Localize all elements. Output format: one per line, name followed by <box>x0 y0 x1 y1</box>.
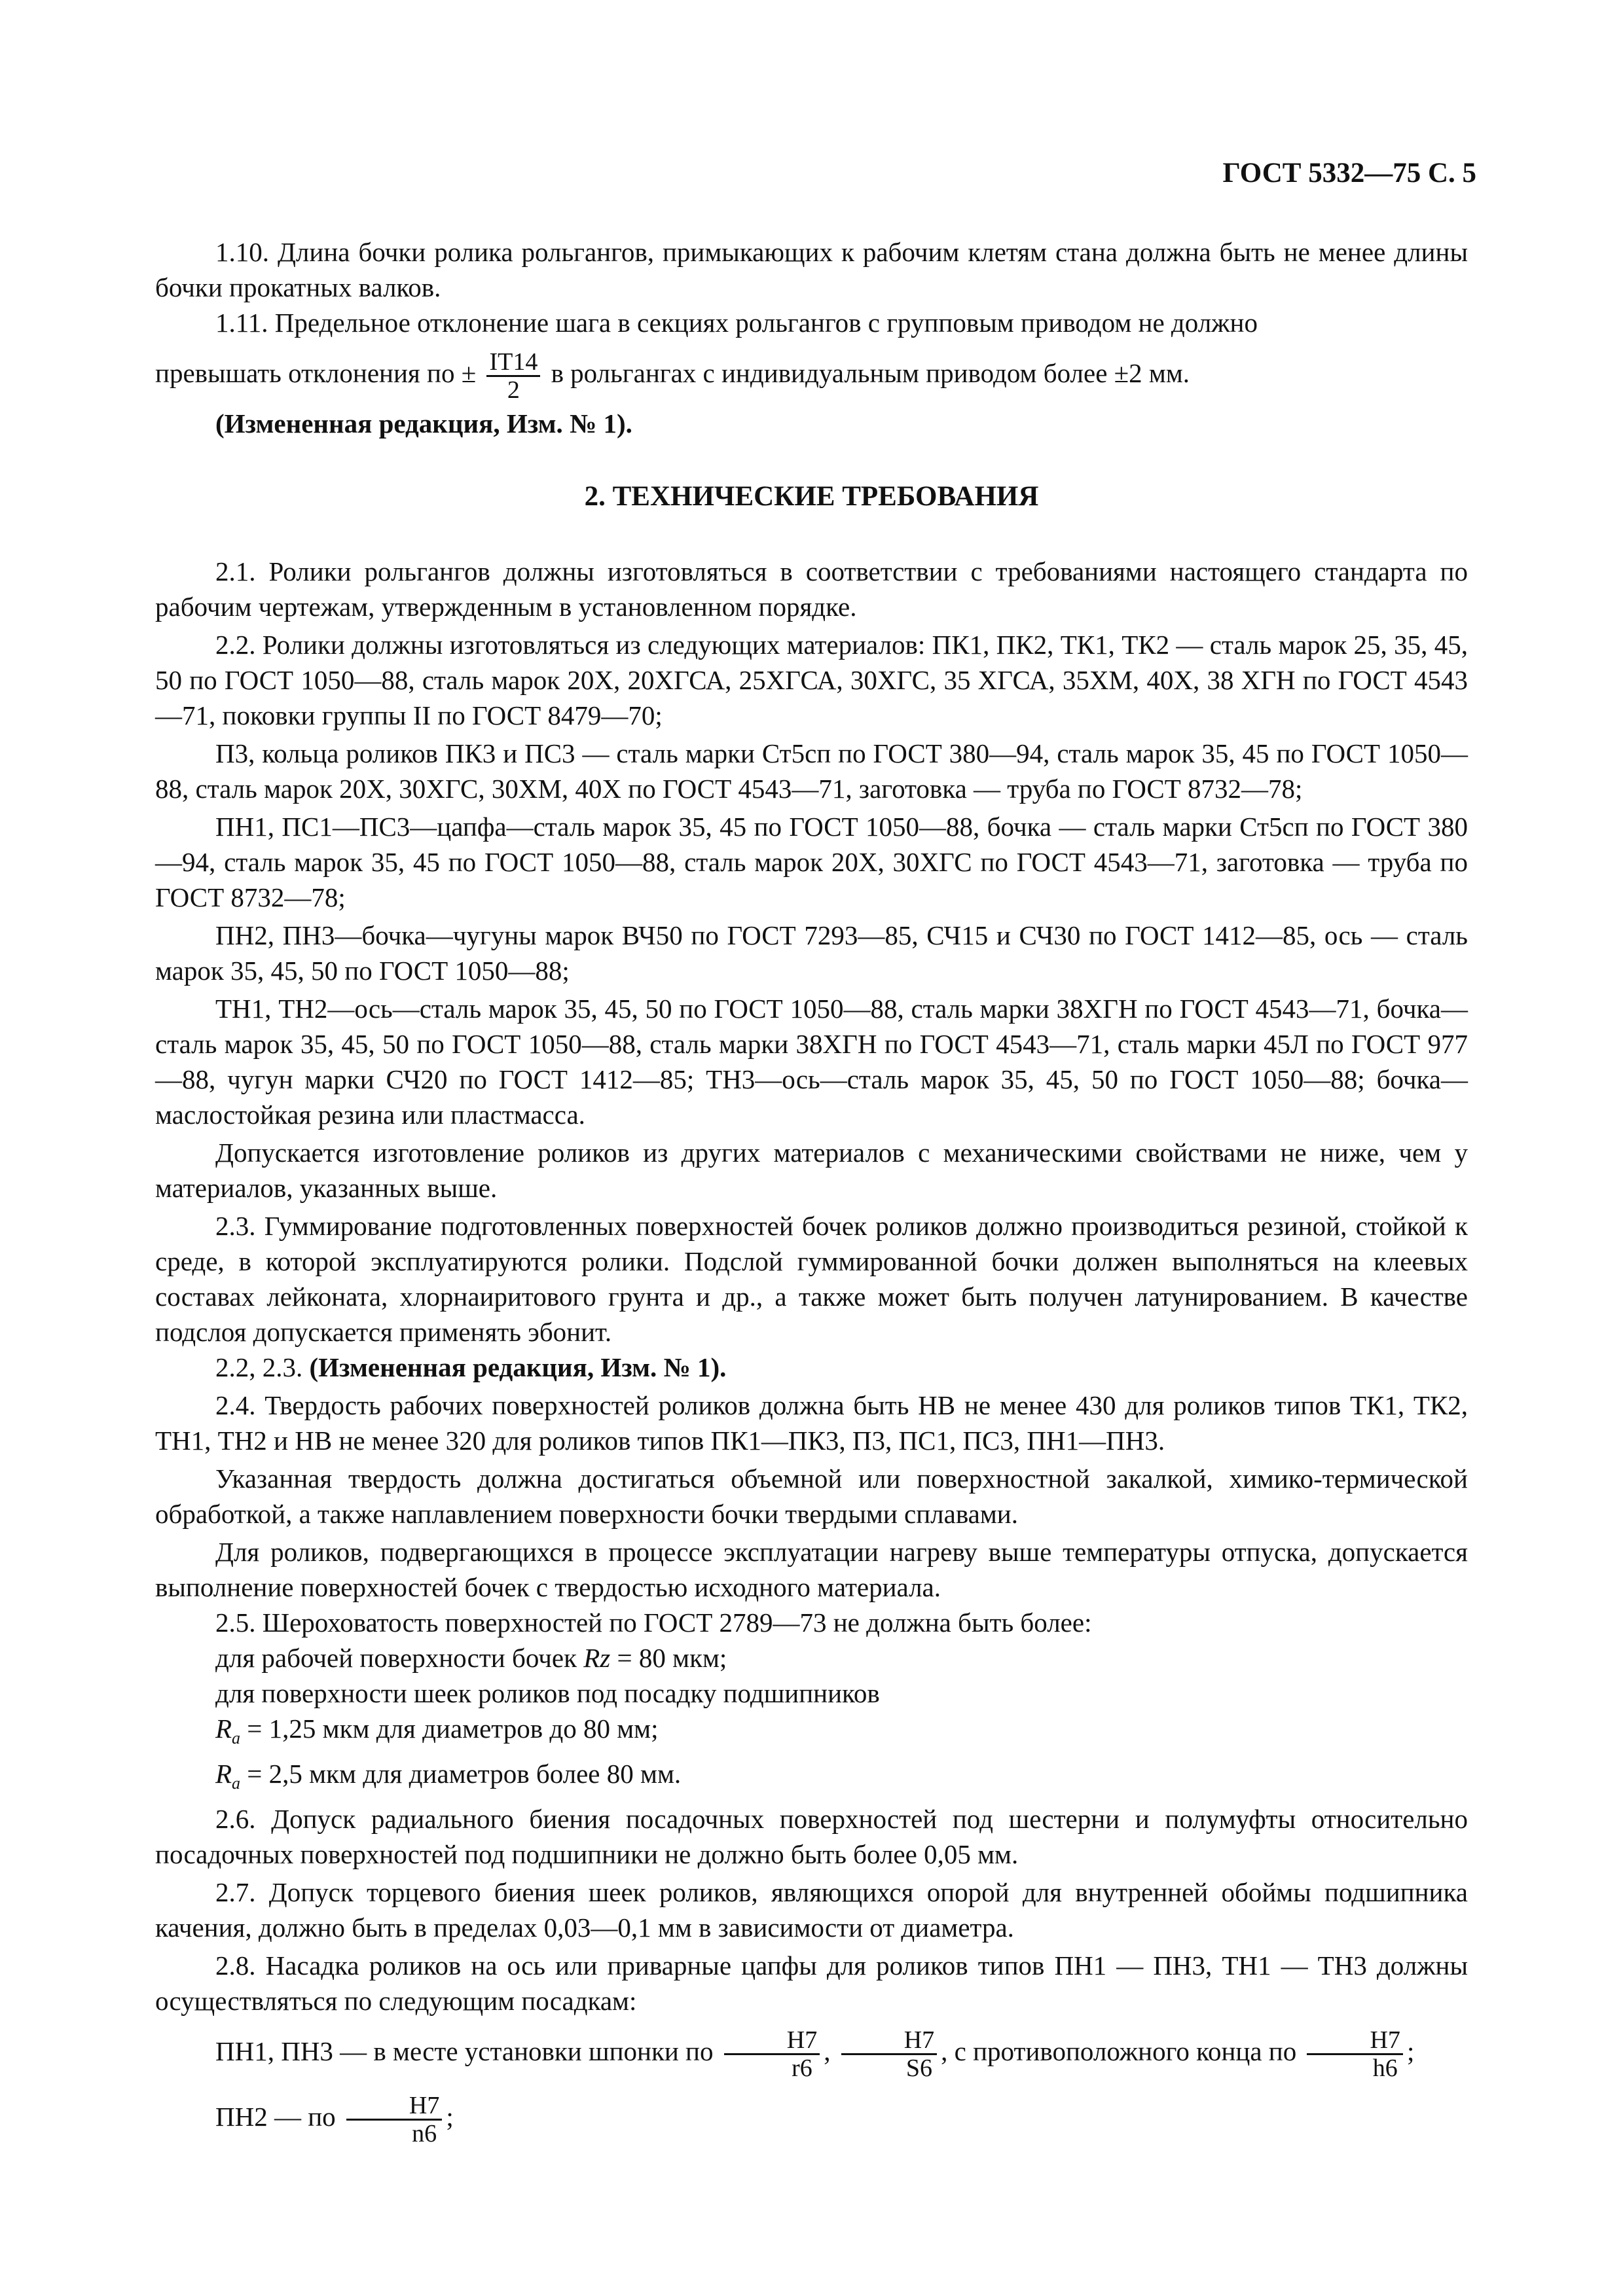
paragraph-2-2-p3: П3, кольца роликов ПК3 и ПС3 — сталь марки Ст5сп по ГОСТ 380—94, сталь марок 35, 45 по ГОСТ 1050—88, сталь марок 20Х, 30ХГС, 30ХМ, 40Х по ГОСТ 4543—71, заготовка — труба по ГОСТ 8732—78; <box>155 738 1468 804</box>
revision-note-2 <box>155 1350 1468 1385</box>
paragraph-2-2: 2.2. Ролики должны изготовляться из следующих материалов: ПК1, ПК2, ТК1, ТК2 — сталь марок 25, 35, 45, 50 по ГОСТ 1050—88, сталь марок 20Х, 20ХГСА, 25ХГСА, 30ХГС, 35 ХГСА, 35ХМ, 40Х, 38 ХГН по ГОСТ 4543—71, поковки группы II по ГОСТ 8479—70; <box>155 630 1468 730</box>
text-run: ПН1, ПН3 — в месте установки шпонки по <box>215 2036 714 2067</box>
text-run: в рольгангах с индивидуальным приводом более ±2 мм. <box>551 358 1190 388</box>
fraction-denominator: r6 <box>792 2054 812 2083</box>
document-body <box>155 234 1468 2149</box>
page-header: ГОСТ 5332—75 С. 5 <box>1222 158 1476 188</box>
paragraph-2-5: 2.5. Шероховатость поверхностей по ГОСТ 2789—73 не должна быть более: <box>215 1607 1092 1638</box>
text-run: ; <box>1406 2036 1415 2067</box>
paragraph-2-2-tn1: ТН1, ТН2—ось—сталь марок 35, 45, 50 по ГОСТ 1050—88, сталь марки 38ХГН по ГОСТ 4543—71, бочка—сталь марок 35, 45, 50 по ГОСТ 1050—88, сталь марки 38ХГН по ГОСТ 4543—71, сталь марки 45Л по ГОСТ 977—88, чугун марки СЧ20 по ГОСТ 1412—85; ТН3—ось—сталь марок 35, 45, 50 по ГОСТ 1050—88; бочка—маслостойкая резина или пластмасса. <box>155 994 1468 1130</box>
fraction-denominator: h6 <box>1372 2054 1398 2083</box>
fraction-numerator: IT14 <box>486 349 540 377</box>
paragraph-2-4-heating: Для роликов, подвергающихся в процессе эксплуатации нагреву выше температуры отпуска, допускается выполнение поверхностей бочек с твердостью исходного материала. <box>155 1537 1468 1602</box>
text-run: = 1,25 мкм для диаметров до 80 мм; <box>247 1713 659 1744</box>
paragraph-2-5-ra1 <box>155 1711 1468 1756</box>
paragraph-2-1: 2.1. Ролики рольгангов должны изготовляться в соответствии с требованиями настоящего стандарта по рабочим чертежам, утвержденным в установленном порядке. <box>155 556 1468 622</box>
fraction-h7-n6 <box>346 2092 442 2147</box>
variable-r: R <box>215 1759 232 1789</box>
text-run: = 80 мкм; <box>617 1643 727 1673</box>
text-run: = 2,5 мкм для диаметров более 80 мм. <box>247 1759 682 1789</box>
variable-subscript: a <box>232 1729 241 1748</box>
paragraph-1-11: 1.11. Предельное отклонение шага в секциях рольгангов с групповым приводом не должно <box>215 308 1258 338</box>
paragraph-2-4: 2.4. Твердость рабочих поверхностей роликов должна быть НВ не менее 430 для роликов типов ТК1, ТК2, ТН1, ТН2 и НВ не менее 320 для роликов типов ПК1—ПК3, П3, ПС1, ПС3, ПН1—ПН3. <box>155 1390 1468 1456</box>
paragraph-2-2-other: Допускается изготовление роликов из других материалов с механическими свойствами не ниже, чем у материалов, указанных выше. <box>155 1138 1468 1203</box>
fraction-numerator: H7 <box>841 2027 937 2055</box>
fraction-denominator: S6 <box>905 2054 933 2083</box>
section-title: 2. ТЕХНИЧЕСКИЕ ТРЕБОВАНИЯ <box>584 481 1039 512</box>
fraction-it14 <box>486 349 540 403</box>
text-run: для рабочей поверхности бочек <box>215 1643 577 1673</box>
paragraph-2-5-rz <box>155 1640 1468 1676</box>
paragraph-1-10: 1.10. Длина бочки ролика рольгангов, примыкающих к рабочим клетям стана должна быть не менее длины бочки прокатных валков. <box>155 237 1468 302</box>
revision-note-bold: (Измененная редакция, Изм. № 1). <box>215 408 632 439</box>
fraction-numerator: H7 <box>346 2092 442 2121</box>
revision-note-bold: (Измененная редакция, Изм. № 1). <box>309 1352 727 1382</box>
fraction-h7-r6 <box>724 2027 820 2081</box>
variable-r: R <box>215 1713 232 1744</box>
fraction-denominator: n6 <box>412 2120 437 2148</box>
fraction-h7-h6 <box>1307 2027 1402 2081</box>
paragraph-2-4-hardening: Указанная твердость должна достигаться объемной или поверхностной закалкой, химико-термической обработкой, а также наплавлением поверхности бочки твердыми сплавами. <box>155 1463 1468 1529</box>
paragraph-2-2-pn1: ПН1, ПС1—ПС3—цапфа—сталь марок 35, 45 по ГОСТ 1050—88, бочка — сталь марки Ст5сп по ГОСТ 380—94, сталь марок 35, 45 по ГОСТ 1050—88, сталь марок 20Х, 30ХГС по ГОСТ 4543—71, заготовка — труба по ГОСТ 8732—78; <box>155 812 1468 912</box>
text-run: превышать отклонения по ± <box>155 358 477 388</box>
paragraph-2-6: 2.6. Допуск радиального биения посадочных поверхностей под шестерни и полумуфты относительно посадочных поверхностей под подшипники не должно быть более 0,05 мм. <box>155 1804 1468 1870</box>
paragraph-2-2-pn2: ПН2, ПН3—бочка—чугуны марок ВЧ50 по ГОСТ 7293—85, СЧ15 и СЧ30 по ГОСТ 1412—85, ось — сталь марок 35, 45, 50 по ГОСТ 1050—88; <box>155 920 1468 986</box>
revision-ref: 2.2, 2.3. <box>215 1352 303 1382</box>
fit-pn1-pn3 <box>155 2018 1468 2084</box>
fraction-h7-s6 <box>841 2027 937 2081</box>
fit-pn2 <box>155 2084 1468 2149</box>
text-run: , с противоположного конца по <box>941 2036 1297 2067</box>
variable-rz: Rz <box>583 1643 611 1673</box>
fraction-denominator: 2 <box>507 376 520 404</box>
fraction-numerator: H7 <box>724 2027 820 2055</box>
variable-subscript: a <box>232 1774 241 1793</box>
paragraph-1-11-continued <box>155 340 1468 406</box>
text-run: ; <box>446 2102 454 2132</box>
revision-note <box>155 406 1468 441</box>
fraction-numerator: H7 <box>1307 2027 1402 2055</box>
paragraph-2-3: 2.3. Гуммирование подготовленных поверхностей бочек роликов должно производиться резиной, стойкой к среде, в которой эксплуатируются ролики. Подслой гуммированной бочки должен выполняться на клеевых составах лейконата, хлорнаиритового грунта и др., а также может быть получен латунированием. В качестве подслоя допускается применять эбонит. <box>155 1211 1468 1347</box>
text-run: ПН2 — по <box>215 2102 336 2132</box>
text-run: , <box>824 2036 831 2067</box>
paragraph-2-8: 2.8. Насадка роликов на ось или приварные цапфы для роликов типов ПН1 — ПН3, ТН1 — ТН3 должны осуществляться по следующим посадкам: <box>155 1950 1468 2017</box>
paragraph-2-5-journals: для поверхности шеек роликов под посадку подшипников <box>215 1678 880 1708</box>
paragraph-2-5-ra2 <box>155 1756 1468 1801</box>
paragraph-2-7: 2.7. Допуск торцевого биения шеек роликов, являющихся опорой для внутренней обоймы подшипника качения, должно быть в пределах 0,03—0,1 мм в зависимости от диаметра. <box>155 1877 1468 1943</box>
